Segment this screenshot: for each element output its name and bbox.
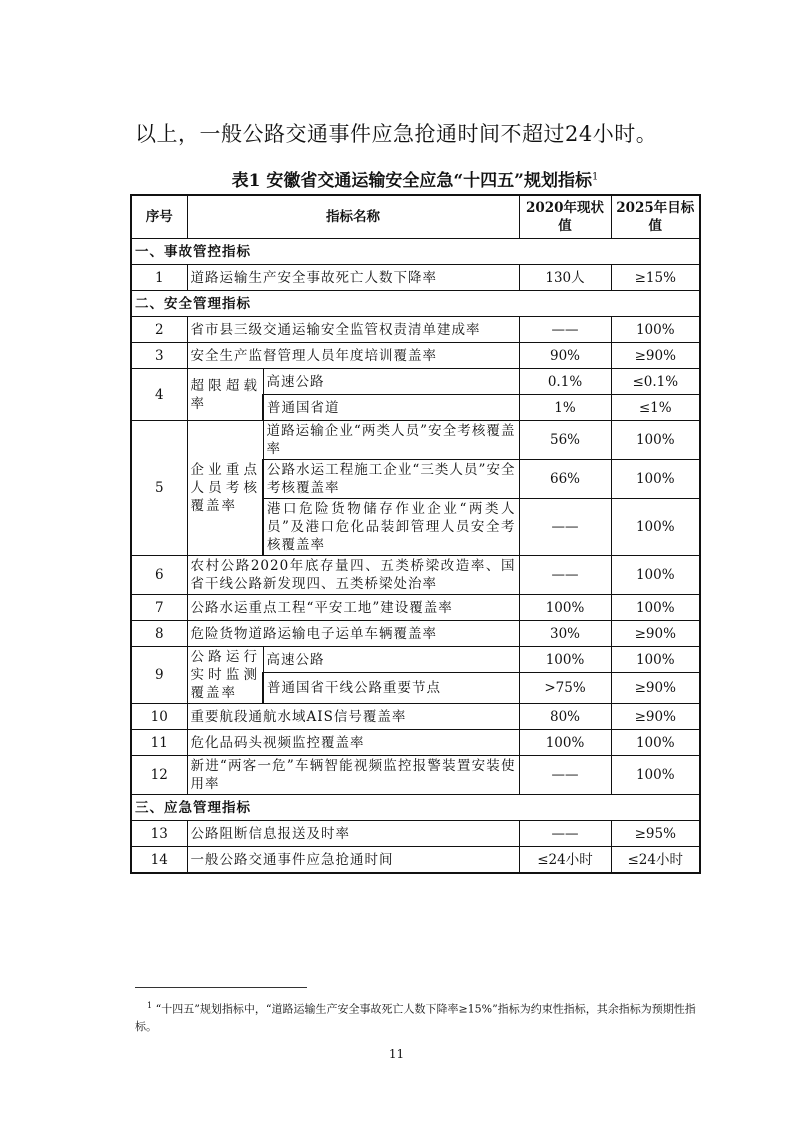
row-group-name: 公路运行实时监测覆盖率 <box>187 647 263 704</box>
row-name: 重要航段通航水域AIS信号覆盖率 <box>187 704 519 730</box>
row-no: 4 <box>131 369 187 421</box>
row-2020: 66% <box>519 460 611 499</box>
row-no: 12 <box>131 756 187 795</box>
row-2020: 130人 <box>519 265 611 291</box>
row-2025: 100% <box>611 317 700 343</box>
table-row <box>131 317 700 343</box>
row-name: 危化品码头视频监控覆盖率 <box>187 730 519 756</box>
caption-footnote-ref: 1 <box>591 171 599 183</box>
section-title: 三、应急管理指标 <box>131 795 700 821</box>
row-2020: 0.1% <box>519 369 611 395</box>
row-sub-name: 道路运输企业“两类人员”安全考核覆盖率 <box>263 421 519 460</box>
page-number: 11 <box>388 1047 405 1061</box>
row-2025: ≥90% <box>611 704 700 730</box>
table-row <box>131 847 700 874</box>
footnote-text: “十四五”规划指标中，“道路运输生产安全事故死亡人数下降率≥15%”指标为约束性指标，其余指标为预期性指标。 <box>135 1002 696 1033</box>
row-no: 11 <box>131 730 187 756</box>
row-no: 14 <box>131 847 187 874</box>
row-2020: >75% <box>519 673 611 704</box>
row-name: 新进“两客一危”车辆智能视频监控报警装置安装使用率 <box>187 756 519 795</box>
row-2020: —— <box>519 317 611 343</box>
row-group-name: 企业重点人员考核覆盖率 <box>187 421 263 556</box>
row-no: 10 <box>131 704 187 730</box>
section-title: 二、安全管理指标 <box>131 291 700 317</box>
row-2025: ≥90% <box>611 343 700 369</box>
row-2025: ≥90% <box>611 621 700 647</box>
footnote-separator <box>135 987 307 988</box>
row-2025: ≤0.1% <box>611 369 700 395</box>
table-caption <box>130 166 700 191</box>
caption-text: 表1 安徽省交通运输安全应急“十四五”规划指标 <box>231 171 592 191</box>
section-row <box>131 795 700 821</box>
table-header-row <box>131 195 700 239</box>
header-no: 序号 <box>131 195 187 239</box>
row-name: 省市县三级交通运输安全监管权责清单建成率 <box>187 317 519 343</box>
footnote-ref: 1 <box>147 1001 153 1010</box>
row-2025: ≥95% <box>611 821 700 847</box>
row-2025: 100% <box>611 499 700 556</box>
row-2025: 100% <box>611 460 700 499</box>
row-2020: —— <box>519 756 611 795</box>
table-row <box>131 265 700 291</box>
row-sub-name: 港口危险货物储存作业企业“两类人员”及港口危化品装卸管理人员安全考核覆盖率 <box>263 499 519 556</box>
row-2025: 100% <box>611 421 700 460</box>
row-2025: ≥90% <box>611 673 700 704</box>
row-2020: 100% <box>519 595 611 621</box>
row-no: 8 <box>131 621 187 647</box>
table-row <box>131 821 700 847</box>
row-no: 6 <box>131 556 187 595</box>
section-row <box>131 239 700 265</box>
section-row <box>131 291 700 317</box>
section-title: 一、事故管控指标 <box>131 239 700 265</box>
row-name: 公路水运重点工程“平安工地”建设覆盖率 <box>187 595 519 621</box>
table-row <box>131 369 700 395</box>
row-name: 安全生产监督管理人员年度培训覆盖率 <box>187 343 519 369</box>
header-name: 指标名称 <box>187 195 519 239</box>
row-2025: 100% <box>611 756 700 795</box>
row-sub-name: 高速公路 <box>263 647 519 673</box>
row-2020: 100% <box>519 730 611 756</box>
row-sub-name: 公路水运工程施工企业“三类人员”安全考核覆盖率 <box>263 460 519 499</box>
row-no: 2 <box>131 317 187 343</box>
row-group-name: 超限超载率 <box>187 369 263 421</box>
row-2025: ≤24小时 <box>611 847 700 874</box>
row-no: 13 <box>131 821 187 847</box>
table-row <box>131 556 700 595</box>
row-2020: —— <box>519 556 611 595</box>
table-row <box>131 704 700 730</box>
row-name: 道路运输生产安全事故死亡人数下降率 <box>187 265 519 291</box>
row-2020: 30% <box>519 621 611 647</box>
row-name: 公路阻断信息报送及时率 <box>187 821 519 847</box>
row-no: 3 <box>131 343 187 369</box>
row-sub-name: 普通国省道 <box>263 395 519 421</box>
row-sub-name: 普通国省干线公路重要节点 <box>263 673 519 704</box>
row-2020: ≤24小时 <box>519 847 611 874</box>
lead-paragraph: 以上，一般公路交通事件应急抢通时间不超过24小时。 <box>135 122 658 146</box>
table-row <box>131 621 700 647</box>
row-name: 农村公路2020年底存量四、五类桥梁改造率、国省干线公路新发现四、五类桥梁处治率 <box>187 556 519 595</box>
row-sub-name: 高速公路 <box>263 369 519 395</box>
row-2025: 100% <box>611 647 700 673</box>
row-2025: ≤1% <box>611 395 700 421</box>
table-row <box>131 756 700 795</box>
row-2025: 100% <box>611 730 700 756</box>
row-no: 9 <box>131 647 187 704</box>
table-row <box>131 421 700 460</box>
row-name: 一般公路交通事件应急抢通时间 <box>187 847 519 874</box>
row-no: 7 <box>131 595 187 621</box>
row-name: 危险货物道路运输电子运单车辆覆盖率 <box>187 621 519 647</box>
header-2020: 2020年现状值 <box>519 195 611 239</box>
indicator-table <box>130 194 701 874</box>
row-no: 1 <box>131 265 187 291</box>
row-no: 5 <box>131 421 187 556</box>
row-2020: 56% <box>519 421 611 460</box>
header-2025: 2025年目标值 <box>611 195 700 239</box>
row-2025: ≥15% <box>611 265 700 291</box>
table-row <box>131 647 700 673</box>
row-2020: —— <box>519 821 611 847</box>
row-2020: —— <box>519 499 611 556</box>
row-2020: 1% <box>519 395 611 421</box>
row-2020: 90% <box>519 343 611 369</box>
table-row <box>131 595 700 621</box>
table-row <box>131 730 700 756</box>
footnote <box>135 997 700 1035</box>
row-2025: 100% <box>611 556 700 595</box>
row-2025: 100% <box>611 595 700 621</box>
row-2020: 100% <box>519 647 611 673</box>
table-row <box>131 343 700 369</box>
row-2020: 80% <box>519 704 611 730</box>
